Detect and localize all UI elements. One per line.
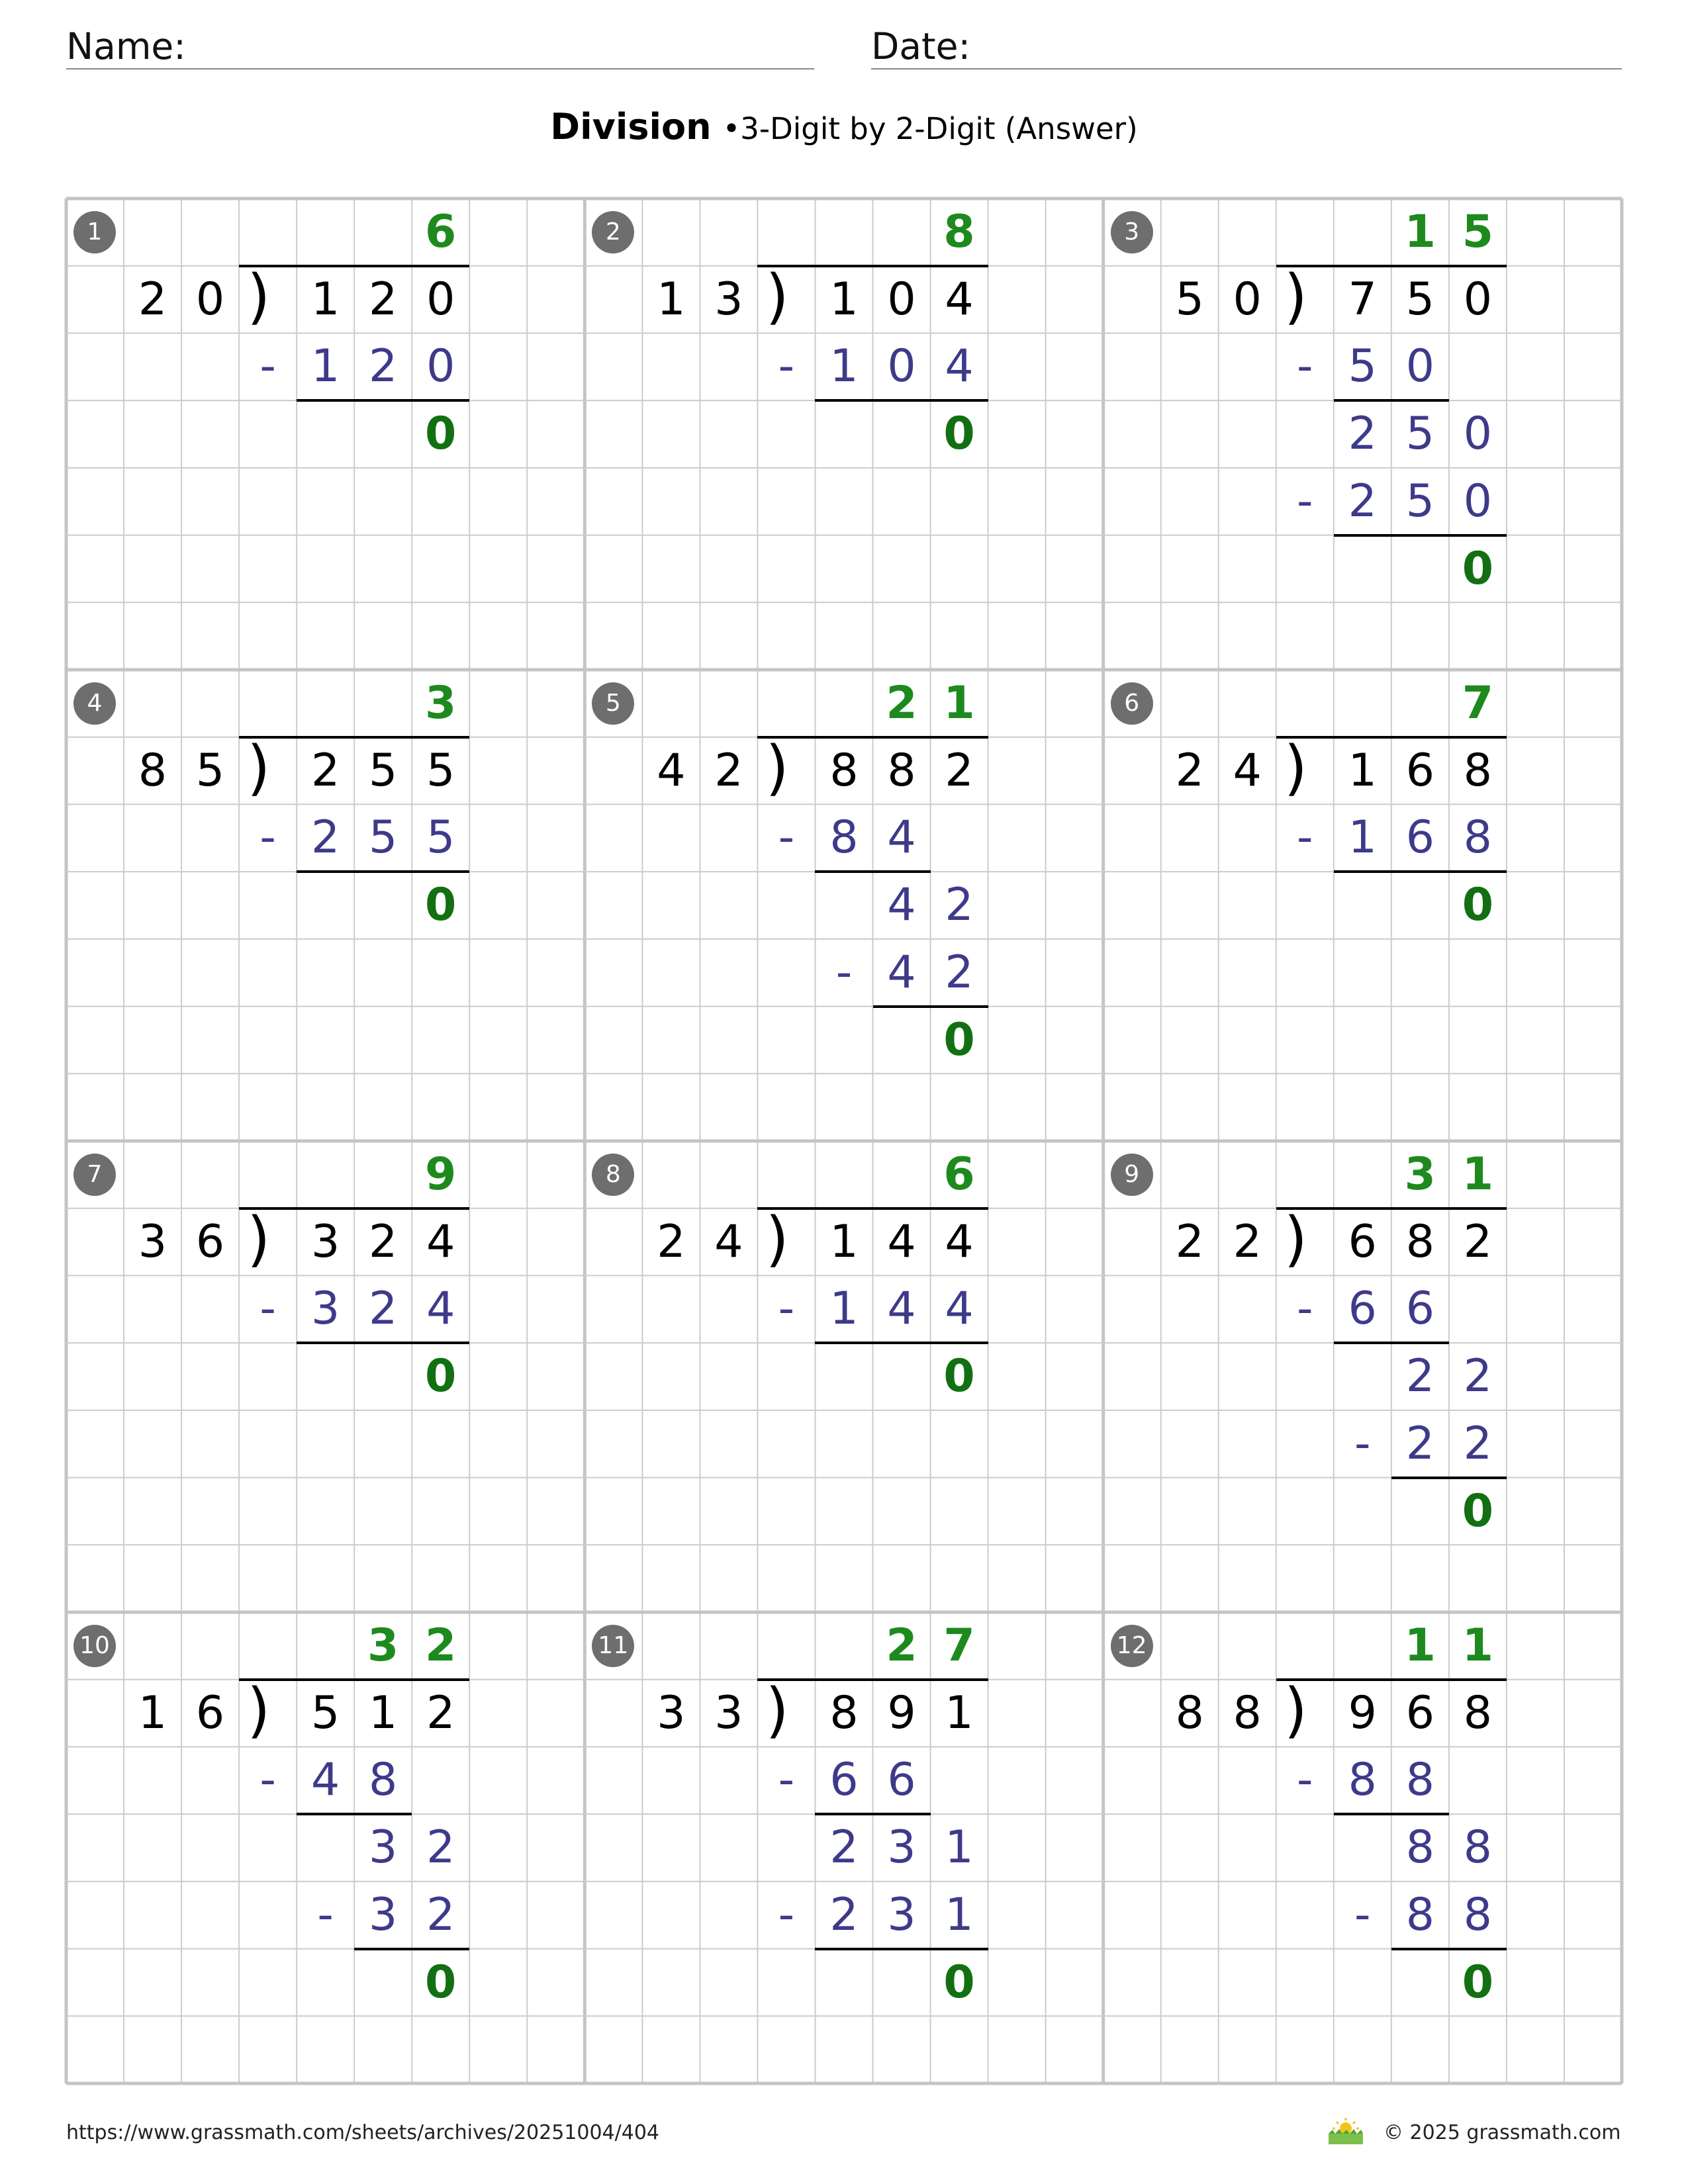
problem-number-badge: 10	[73, 1625, 116, 1667]
quotient-digit: 3	[367, 1619, 399, 1672]
remainder-digit: 0	[1462, 542, 1494, 595]
subtract-digit: 0	[887, 340, 916, 393]
dividend-digit: 8	[829, 1686, 859, 1739]
division-bracket: )	[1284, 261, 1307, 332]
dividend-digit: 3	[311, 1215, 340, 1268]
partial-remainder-digit: 2	[426, 1821, 455, 1874]
divisor-digit: 3	[138, 1215, 167, 1268]
subtract-digit: 8	[1405, 1888, 1434, 1941]
partial-remainder-digit: 4	[887, 879, 916, 932]
dividend-digit: 8	[1463, 1686, 1492, 1739]
dividend-digit: 1	[829, 273, 859, 326]
remainder-digit: 0	[1462, 1956, 1494, 2009]
dividend-digit: 1	[829, 1215, 859, 1268]
quotient-digit: 1	[1462, 1619, 1494, 1672]
division-bracket: )	[1284, 1204, 1307, 1274]
subtract-digit: 6	[1405, 811, 1434, 864]
minus-sign: -	[259, 340, 276, 393]
minus-sign: -	[1296, 475, 1313, 527]
partial-remainder-digit: 3	[887, 1821, 916, 1874]
subtract-digit: 1	[829, 1283, 859, 1336]
subtract-digit: 4	[887, 1283, 916, 1336]
partial-remainder-digit: 8	[1463, 1821, 1492, 1874]
divisor-digit: 3	[657, 1686, 686, 1739]
divisor-digit: 5	[195, 744, 225, 797]
quotient-digit: 6	[425, 206, 457, 258]
remainder-digit: 0	[943, 1350, 975, 1403]
dividend-digit: 1	[369, 1686, 398, 1739]
partial-remainder-digit: 3	[369, 1821, 398, 1874]
subtract-digit: 2	[1348, 475, 1377, 527]
divisor-digit: 0	[195, 273, 225, 326]
divisor-digit: 4	[657, 744, 686, 797]
dividend-digit: 4	[945, 1215, 974, 1268]
footer-url: https://www.grassmath.com/sheets/archives/20251004/404	[66, 2121, 660, 2144]
subtract-digit: 2	[945, 946, 974, 999]
subtract-digit: 5	[1348, 340, 1377, 393]
divisor-digit: 5	[1175, 273, 1204, 326]
dividend-digit: 6	[1348, 1215, 1377, 1268]
subtract-digit: 4	[426, 1283, 455, 1336]
minus-sign: -	[259, 1283, 276, 1336]
subtract-digit: 0	[1463, 475, 1492, 527]
dividend-digit: 8	[887, 744, 916, 797]
subtract-digit: 1	[829, 340, 859, 393]
quotient-digit: 7	[943, 1619, 975, 1672]
divisor-digit: 3	[714, 273, 743, 326]
subtract-digit: 1	[945, 1888, 974, 1941]
quotient-digit: 8	[943, 206, 975, 258]
subtract-digit: 2	[311, 811, 340, 864]
minus-sign: -	[1354, 1417, 1371, 1470]
problem-number-badge: 5	[592, 682, 634, 725]
quotient-digit: 9	[425, 1148, 457, 1201]
quotient-digit: 1	[1462, 1148, 1494, 1201]
quotient-digit: 1	[1404, 206, 1436, 258]
problem-number-badge: 11	[592, 1625, 634, 1667]
footer-copyright: © 2025 grassmath.com	[1383, 2121, 1621, 2144]
partial-remainder-digit: 8	[1405, 1821, 1434, 1874]
division-bracket: )	[1284, 733, 1307, 803]
subtract-digit: 3	[311, 1283, 340, 1336]
minus-sign: -	[778, 1283, 795, 1336]
problem-number-badge: 1	[73, 211, 116, 253]
remainder-digit: 0	[943, 408, 975, 461]
subtract-digit: 8	[1463, 1888, 1492, 1941]
divisor-digit: 1	[657, 273, 686, 326]
quotient-digit: 6	[943, 1148, 975, 1201]
quotient-digit: 5	[1462, 206, 1494, 258]
divisor-digit: 2	[1175, 1215, 1204, 1268]
minus-sign: -	[259, 811, 276, 864]
dividend-digit: 5	[311, 1686, 340, 1739]
quotient-digit: 7	[1462, 677, 1494, 729]
remainder-digit: 0	[1462, 879, 1494, 932]
remainder-digit: 0	[943, 1956, 975, 2009]
divisor-digit: 3	[714, 1686, 743, 1739]
subtract-digit: 5	[1405, 475, 1434, 527]
subtract-digit: 3	[369, 1888, 398, 1941]
dividend-digit: 8	[829, 744, 859, 797]
quotient-digit: 1	[1404, 1619, 1436, 1672]
minus-sign: -	[778, 1888, 795, 1941]
partial-remainder-digit: 0	[1463, 408, 1492, 461]
divisor-digit: 8	[1233, 1686, 1262, 1739]
dividend-digit: 2	[1463, 1215, 1492, 1268]
subtract-digit: 8	[1348, 1754, 1377, 1807]
quotient-digit: 2	[886, 677, 917, 729]
partial-remainder-digit: 2	[1348, 408, 1377, 461]
subtract-digit: 2	[1405, 1417, 1434, 1470]
division-bracket: )	[247, 733, 271, 803]
subtract-digit: 8	[369, 1754, 398, 1807]
dividend-digit: 1	[945, 1686, 974, 1739]
title-subtitle: 3-Digit by 2-Digit (Answer)	[740, 111, 1138, 146]
division-bracket: )	[247, 261, 271, 332]
dividend-digit: 4	[426, 1215, 455, 1268]
title-main: Division	[550, 106, 712, 148]
dividend-digit: 5	[369, 744, 398, 797]
remainder-digit: 0	[1462, 1484, 1494, 1537]
division-bracket: )	[765, 261, 789, 332]
minus-sign: -	[1296, 340, 1313, 393]
quotient-digit: 3	[1404, 1148, 1436, 1201]
minus-sign: -	[835, 946, 853, 999]
dividend-digit: 6	[1405, 1686, 1434, 1739]
minus-sign: -	[317, 1888, 334, 1941]
division-bracket: )	[765, 1204, 789, 1274]
problem-number-badge: 8	[592, 1154, 634, 1196]
dividend-digit: 2	[311, 744, 340, 797]
dividend-digit: 5	[1405, 273, 1434, 326]
partial-remainder-digit: 2	[945, 879, 974, 932]
dividend-digit: 2	[369, 1215, 398, 1268]
divisor-digit: 4	[1233, 744, 1262, 797]
quotient-digit: 1	[943, 677, 975, 729]
subtract-digit: 1	[311, 340, 340, 393]
remainder-digit: 0	[425, 1350, 457, 1403]
problem-number-badge: 4	[73, 682, 116, 725]
minus-sign: -	[778, 340, 795, 393]
subtract-digit: 1	[1348, 811, 1377, 864]
subtract-digit: 4	[311, 1754, 340, 1807]
partial-remainder-digit: 2	[1463, 1350, 1492, 1403]
date-label: Date:	[871, 25, 970, 68]
subtract-digit: 2	[1463, 1417, 1492, 1470]
problem-number-badge: 3	[1111, 211, 1153, 253]
remainder-digit: 0	[425, 1956, 457, 2009]
dividend-digit: 0	[887, 273, 916, 326]
grass-sun-logo-icon	[1326, 2116, 1366, 2146]
dividend-digit: 8	[1463, 744, 1492, 797]
division-bracket: )	[1284, 1675, 1307, 1745]
problem-number-badge: 7	[73, 1154, 116, 1196]
dividend-digit: 2	[426, 1686, 455, 1739]
quotient-digit: 3	[425, 677, 457, 729]
minus-sign: -	[1354, 1888, 1371, 1941]
subtract-digit: 5	[369, 811, 398, 864]
minus-sign: -	[1296, 1283, 1313, 1336]
divisor-digit: 2	[1233, 1215, 1262, 1268]
problem-number-badge: 9	[1111, 1154, 1153, 1196]
partial-remainder-digit: 1	[945, 1821, 974, 1874]
partial-remainder-digit: 2	[1405, 1350, 1434, 1403]
quotient-digit: 2	[886, 1619, 917, 1672]
subtract-digit: 0	[1405, 340, 1434, 393]
dividend-digit: 2	[945, 744, 974, 797]
division-bracket: )	[247, 1204, 271, 1274]
remainder-digit: 0	[943, 1013, 975, 1066]
divisor-digit: 2	[1175, 744, 1204, 797]
partial-remainder-digit: 5	[1405, 408, 1434, 461]
problem-number-badge: 2	[592, 211, 634, 253]
divisor-digit: 2	[657, 1215, 686, 1268]
subtract-digit: 4	[945, 1283, 974, 1336]
dividend-digit: 5	[426, 744, 455, 797]
remainder-digit: 0	[425, 408, 457, 461]
subtract-digit: 2	[426, 1888, 455, 1941]
dividend-digit: 2	[369, 273, 398, 326]
dividend-digit: 7	[1348, 273, 1377, 326]
partial-remainder-digit: 2	[829, 1821, 859, 1874]
subtract-digit: 3	[887, 1888, 916, 1941]
minus-sign: -	[1296, 1754, 1313, 1807]
minus-sign: -	[1296, 811, 1313, 864]
dividend-digit: 1	[1348, 744, 1377, 797]
problem-number-badge: 12	[1111, 1625, 1153, 1667]
subtract-digit: 8	[1463, 811, 1492, 864]
dividend-digit: 6	[1405, 744, 1434, 797]
subtract-digit: 8	[829, 811, 859, 864]
divisor-digit: 4	[714, 1215, 743, 1268]
divisor-digit: 6	[195, 1215, 225, 1268]
dividend-digit: 4	[945, 273, 974, 326]
remainder-digit: 0	[425, 879, 457, 932]
division-bracket: )	[765, 733, 789, 803]
name-label: Name:	[66, 25, 186, 68]
dividend-digit: 4	[887, 1215, 916, 1268]
minus-sign: -	[778, 1754, 795, 1807]
divisor-digit: 6	[195, 1686, 225, 1739]
divisor-digit: 2	[138, 273, 167, 326]
subtract-digit: 2	[829, 1888, 859, 1941]
subtract-digit: 4	[887, 811, 916, 864]
subtract-digit: 2	[369, 340, 398, 393]
dividend-digit: 0	[426, 273, 455, 326]
subtract-digit: 6	[829, 1754, 859, 1807]
subtract-digit: 5	[426, 811, 455, 864]
division-bracket: )	[765, 1675, 789, 1745]
division-bracket: )	[247, 1675, 271, 1745]
dividend-digit: 9	[1348, 1686, 1377, 1739]
divisor-digit: 0	[1233, 273, 1262, 326]
divisor-digit: 2	[714, 744, 743, 797]
subtract-digit: 0	[426, 340, 455, 393]
dividend-digit: 9	[887, 1686, 916, 1739]
quotient-digit: 2	[425, 1619, 457, 1672]
dividend-digit: 8	[1405, 1215, 1434, 1268]
subtract-digit: 8	[1405, 1754, 1434, 1807]
problem-number-badge: 6	[1111, 682, 1153, 725]
subtract-digit: 4	[945, 340, 974, 393]
subtract-digit: 4	[887, 946, 916, 999]
dividend-digit: 0	[1463, 273, 1492, 326]
minus-sign: -	[778, 811, 795, 864]
divisor-digit: 8	[1175, 1686, 1204, 1739]
minus-sign: -	[259, 1754, 276, 1807]
subtract-digit: 2	[369, 1283, 398, 1336]
subtract-digit: 6	[1405, 1283, 1434, 1336]
divisor-digit: 1	[138, 1686, 167, 1739]
subtract-digit: 6	[887, 1754, 916, 1807]
divisor-digit: 8	[138, 744, 167, 797]
dividend-digit: 1	[311, 273, 340, 326]
title-bullet: •	[722, 111, 741, 146]
subtract-digit: 6	[1348, 1283, 1377, 1336]
